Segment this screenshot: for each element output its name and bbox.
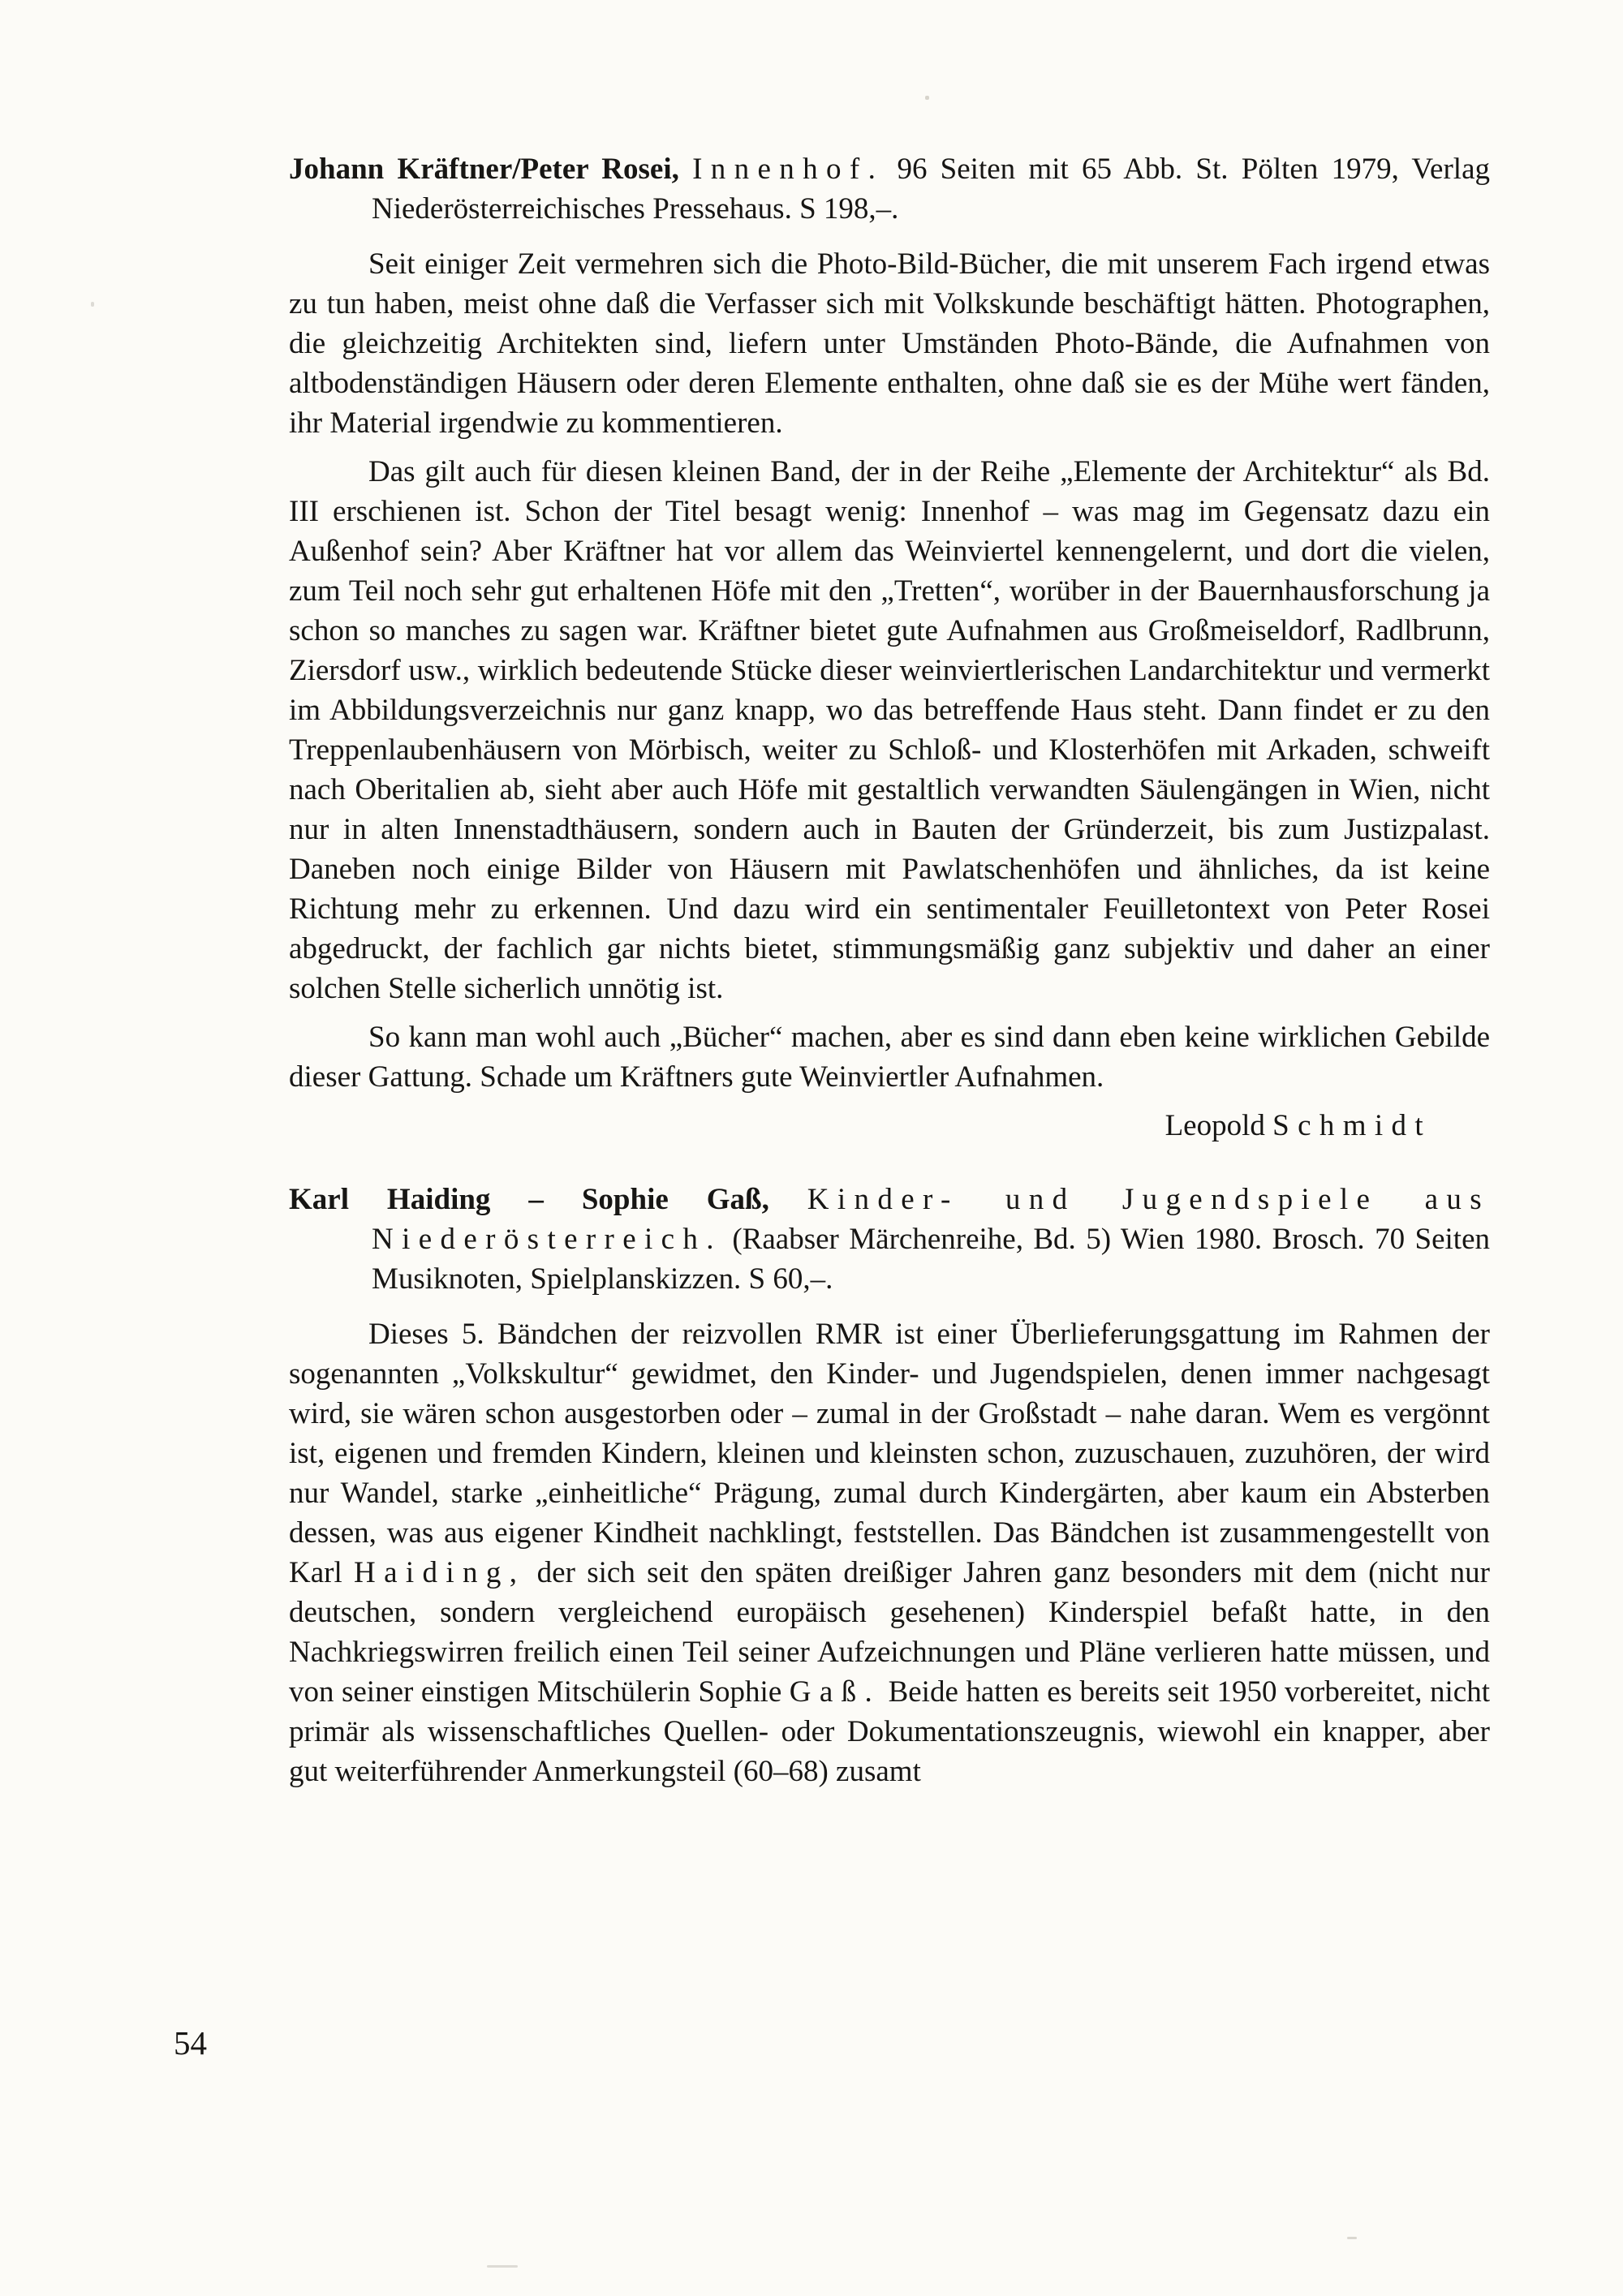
review-1-paragraph-1: Seit einiger Zeit vermehren sich die Photo-Bild-Bücher, die mit unserem Fach irgend etwas zu tun haben, meist ohne daß die Verfasser sich mit Volkskunde beschäftigt hätten. Photographen, die gleichzeitig Architekten sind, liefern unter Umständen Photo-Bände, die Aufnahmen von altbodenständigen Häusern oder deren Elemente enthalten, ohne daß sie es der Mühe wert fänden, ihr Material irgendwie zu kommentieren.: [289, 247, 1490, 440]
reviewer-first-name: Leopold: [1165, 1109, 1265, 1142]
review-1-title: Innenhof.: [692, 153, 885, 186]
review-1-paragraph-2: Das gilt auch für diesen kleinen Band, der in der Reihe „Elemente der Architektur“ als Bd. III erschienen ist. Schon der Titel besagt wenig: Innenhof – was mag im Gegensatz dazu ein Außenhof sein? Aber Kräftner hat vor allem das Weinviertel kennengelernt, und dort die vielen, zum Teil noch sehr gut erhaltenen Höfe mit den „Tretten“, worüber in der Bauernhausforschung ja schon so manches zu sagen war. Kräftner bietet gute Aufnahmen aus Großmeiseldorf, Radlbrunn, Ziersdorf usw., wirklich bedeutende Stücke dieser weinviertlerischen Landarchitektur und vermerkt im Abbildungsverzeichnis nur ganz knapp, wo das betreffende Haus steht. Dann findet er zu den Treppenlaubenhäusern von Mörbisch, weiter zu Schloß- und Klosterhöfen mit Arkaden, schweift nach Oberitalien ab, sieht aber auch Höfe mit gestaltlich verwandten Säulengängen in Wien, nicht nur in alten Innenstadthäusern, sondern auch in Bauten der Gründerzeit, bis zum Justizpalast. Daneben noch einige Bilder von Häusern mit Pawlatschenhöfen und ähnliches, da ist keine Richtung mehr zu erkennen. Und dazu wird ein sentimentaler Feuilletontext von Peter Rosei abgedruckt, der fachlich gar nichts bietet, stimmungsmäßig ganz subjektiv und daher an einer solchen Stelle sicherlich unnötig ist.: [289, 455, 1490, 1005]
review-1-heading: [289, 149, 1490, 229]
page-number: 54: [174, 2024, 207, 2062]
scan-artifact: [487, 2265, 518, 2268]
text-segment: Beide hatten es bereits seit 1950 vorbereitet, nicht primär als wissenschaftliches Quellen- oder Dokumentationszeugnis, wiewohl ein knapper, aber gut weiterführender Anmerkungsteil (60–68) zusamt: [289, 1675, 1490, 1788]
text-segment: Dieses 5. Bändchen der reizvollen RMR ist einer Überlieferungsgattung im Rahmen der sogenannten „Volkskultur“ gewidmet, den Kinder- und Jugendspielen, denen immer nachgesagt wird, sie wären schon ausgestorben oder – zumal in der Großstadt – nahe daran. Wem es vergönnt ist, eigenen und fremden Kindern, kleinen und kleinsten schon, zuzuschauen, zuzuhören, der wird nur Wandel, starke „einheitliche“ Prägung, zumal durch Kindergärten, aber kaum ein Absterben dessen, was aus eigener Kindheit nachklingt, feststellen. Das Bändchen ist zusammengestellt von Karl: [289, 1318, 1490, 1589]
review-2-bibliographic-details: (Raabser Märchenreihe, Bd. 5) Wien 1980. Brosch. 70 Seiten Musiknoten, Spielplanskizzen. S 60,–.: [372, 1223, 1491, 1296]
scan-artifact: [925, 96, 929, 100]
review-2-paragraph-1: [289, 1314, 1490, 1791]
review-2-title: Kinder- und Jugendspiele aus Niederösterreich.: [372, 1183, 1490, 1256]
review-1-bibliographic-details: 96 Seiten mit 65 Abb. St. Pölten 1979, Verlag Niederösterreichisches Pressehaus. S 198,–.: [372, 153, 1490, 226]
text-block: [289, 149, 1490, 1800]
review-1-authors: Johann Kräftner/Peter Rosei,: [289, 153, 679, 186]
reviewer-last-name: Schmidt: [1272, 1109, 1431, 1142]
scan-artifact: [1347, 2237, 1357, 2239]
scan-artifact: [91, 302, 94, 307]
text-segment-spaced: Gaß.: [789, 1675, 881, 1709]
review-1-signature: [289, 1106, 1490, 1146]
book-review-2: [289, 1180, 1490, 1791]
text-segment: der sich seit den späten dreißiger Jahren ganz besonders mit dem (nicht nur deutschen, sondern vergleichend europäisch gesehenen) Kinderspiel befaßt hatte, in den Nachkriegswirren freilich einen Teil seiner Aufzeichnungen und Pläne verlieren hatte müssen, und von seiner einstigen Mitschülerin Sophie: [289, 1556, 1490, 1709]
review-1-paragraph-3: So kann man wohl auch „Bücher“ machen, aber es sind dann eben keine wirklichen Gebilde dieser Gattung. Schade um Kräftners gute Weinviertler Aufnahmen.: [289, 1021, 1490, 1094]
review-2-heading: [289, 1180, 1490, 1299]
review-2-authors: Karl Haiding – Sophie Gaß,: [289, 1183, 769, 1216]
text-segment-spaced: Haiding,: [354, 1556, 526, 1589]
book-review-1: [289, 149, 1490, 1146]
